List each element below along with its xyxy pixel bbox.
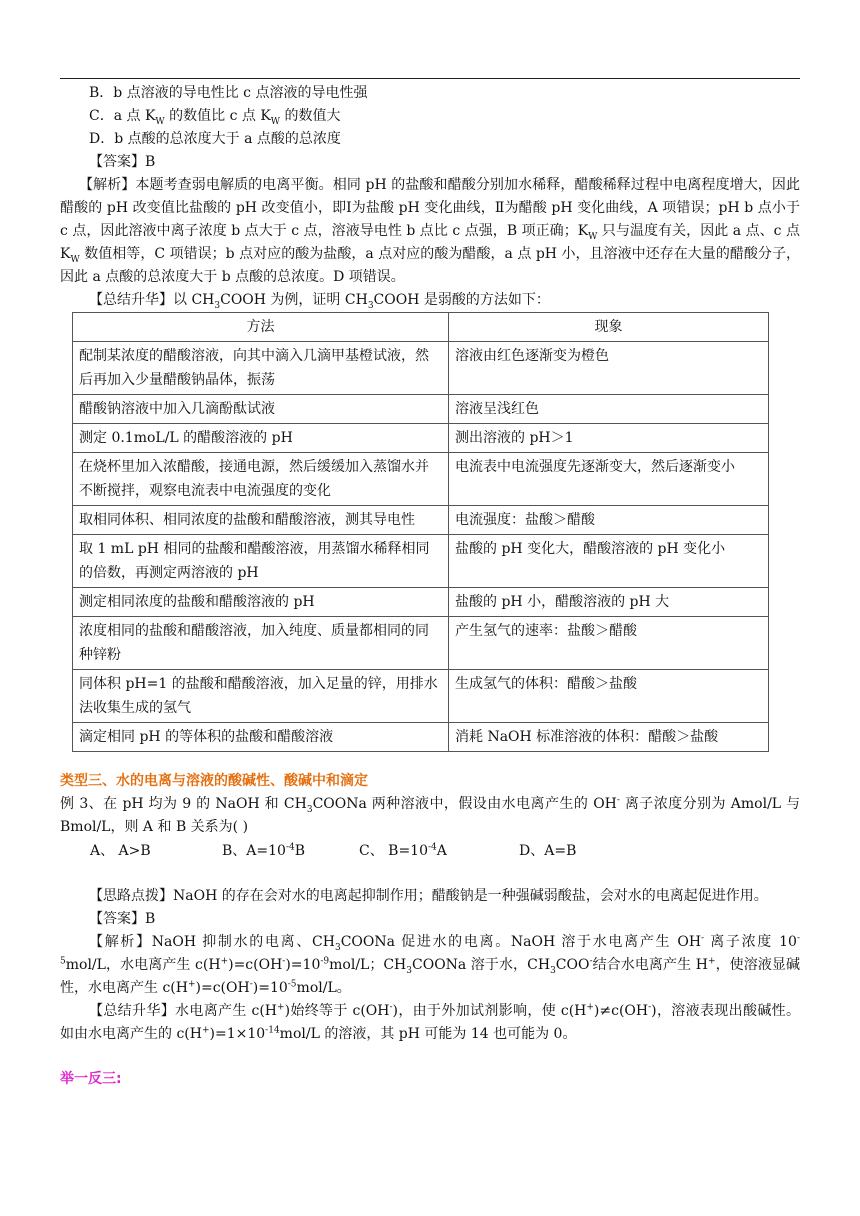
cell-phenomenon: 测出溶液的 pH＞1 [449, 424, 769, 453]
table-header-row [73, 313, 769, 342]
table-row [73, 424, 769, 453]
cell-phenomenon: 产生氢气的速率：盐酸＞醋酸 [449, 617, 769, 670]
analysis-2: 【解析】NaOH 抑制水的电离、$CH_3COONa$ 促进水的电离。NaOH 溶于水电离产生 OH- 离子浓度 $10^{-5}mol/L$，水电离产生 $c(H^+)=c(OH^-)=10^{-9}mol/L$；$CH_3COONa$ 溶于水，$CH_3COO^-$结合水电离产生 H+，使溶液显碱性，水电离产生 $c(H^+)=c(OH^-)=10^{-5}mol/L$。 [60, 933, 800, 996]
table-row [73, 453, 769, 506]
cell-method: 取相同体积、相同浓度的盐酸和醋酸溶液，测其导电性 [73, 506, 449, 535]
table-row [73, 342, 769, 395]
cell-method: 醋酸钠溶液中加入几滴酚酞试液 [73, 395, 449, 424]
cell-phenomenon: 电流表中电流强度先逐渐变大，然后逐渐变小 [449, 453, 769, 506]
cell-phenomenon: 溶液呈浅红色 [449, 395, 769, 424]
example-3: 例 3、在 pH 均为 9 的 NaOH 和 $CH_3COONa$ 两种溶液中，假设由水电离产生的 OH- 离子浓度分别为 Amol/L 与 Bmol/L，则 A 和 B 关系为( ) [60, 795, 800, 835]
cell-phenomenon: 电流强度：盐酸＞醋酸 [449, 506, 769, 535]
example-options [60, 839, 800, 863]
cell-method: 测定 0.1moL/L 的醋酸溶液的 pH [73, 424, 449, 453]
table-row [73, 723, 769, 752]
option-c-ex: C、 $B=10^{-4}A$ [359, 842, 447, 859]
analysis-1: 【解析】本题考查弱电解质的电离平衡。相同 pH 的盐酸和醋酸分别加水稀释，醋酸稀释过程中电离程度增大，因此醋酸的 pH 改变值比盐酸的 pH 改变值小，即Ⅰ为盐酸 pH 变化曲线，Ⅱ为醋酸 pH 变化曲线，A 项错误；pH b 点小于 c 点，因此溶液中离子浓度 b 点大于 c 点，溶液导电性 b 点比 c 点强，B 项正确；$K_W$ 只与温度有关，因此 a 点、c 点 $K_W$ 数值相等，C 项错误；b 点对应的酸为盐酸，a 点对应的酸为醋酸，a 点 pH 小，且溶液中还存在大量的醋酸分子，因此 a 点酸的总浓度大于 b 点酸的总浓度。D 项错误。 [60, 177, 800, 285]
cell-method: 取 1 mL pH 相同的盐酸和醋酸溶液，用蒸馏水稀释相同的倍数，再测定两溶液的 pH [73, 535, 449, 588]
table-row [73, 506, 769, 535]
table-row [73, 670, 769, 723]
option-a: A、 A>B [90, 843, 151, 859]
cell-method: 测定相同浓度的盐酸和醋酸溶液的 pH [73, 588, 449, 617]
option-d: D．b 点酸的总浓度大于 a 点酸的总浓度 [89, 131, 341, 147]
header-rule [60, 78, 800, 79]
answer-1: 【答案】B [89, 154, 156, 170]
table-row [73, 395, 769, 424]
summary-2: 【总结升华】水电离产生 c(H+)始终等于 c(OH-)，由于外加试剂影响，使 c(H+)≠c(OH-)，溶液表现出酸碱性。如由水电离产生的 $c(H^+)=1\times 10^{-14}mol/L$ 的溶液，其 pH 可能为 14 也可能为 0。 [60, 1002, 800, 1042]
option-b-ex: B、$A=10^{-4}B$ [222, 842, 306, 859]
cell-method: 浓度相同的盐酸和醋酸溶液，加入纯度、质量都相同的同种锌粉 [73, 617, 449, 670]
summary-1: 【总结升华】以 $CH_3COOH$ 为例，证明 $CH_3COOH$ 是弱酸的方法如下： [89, 292, 550, 311]
hint: 【思路点拨】NaOH 的存在会对水的电离起抑制作用；醋酸钠是一种强碱弱酸盐，会对水的电离起促进作用。 [89, 888, 768, 904]
option-b: B．b 点溶液的导电性比 c 点溶液的导电性强 [89, 85, 368, 101]
header-phenomenon: 现象 [449, 313, 769, 342]
header-method: 方法 [73, 313, 449, 342]
cell-phenomenon: 盐酸的 pH 小，醋酸溶液的 pH 大 [449, 588, 769, 617]
cell-phenomenon: 消耗 NaOH 标准溶液的体积：醋酸＞盐酸 [449, 723, 769, 752]
table-row [73, 535, 769, 588]
table-row [73, 617, 769, 670]
cell-phenomenon: 生成氢气的体积：醋酸＞盐酸 [449, 670, 769, 723]
option-d-ex: D、A=B [519, 843, 577, 859]
section-heading: 类型三、水的电离与溶液的酸碱性、酸碱中和滴定 [60, 773, 368, 789]
cell-method: 配制某浓度的醋酸溶液，向其中滴入几滴甲基橙试液，然后再加入少量醋酸钠晶体，振荡 [73, 342, 449, 395]
table-row [73, 588, 769, 617]
cell-phenomenon: 溶液由红色逐渐变为橙色 [449, 342, 769, 395]
cell-method: 在烧杯里加入浓醋酸，接通电源，然后缓缓加入蒸馏水并不断搅拌，观察电流表中电流强度的变化 [73, 453, 449, 506]
methods-table [72, 312, 769, 752]
cell-phenomenon: 盐酸的 pH 变化大，醋酸溶液的 pH 变化小 [449, 535, 769, 588]
practice-heading: 举一反三: [60, 1071, 122, 1087]
cell-method: 同体积 pH=1 的盐酸和醋酸溶液，加入足量的锌，用排水法收集生成的氢气 [73, 670, 449, 723]
answer-2: 【答案】B [89, 911, 156, 927]
document-body [60, 80, 800, 1091]
cell-method: 滴定相同 pH 的等体积的盐酸和醋酸溶液 [73, 723, 449, 752]
option-c: C．a 点 $K_W$ 的数值比 c 点 $K_W$ 的数值大 [89, 108, 341, 127]
